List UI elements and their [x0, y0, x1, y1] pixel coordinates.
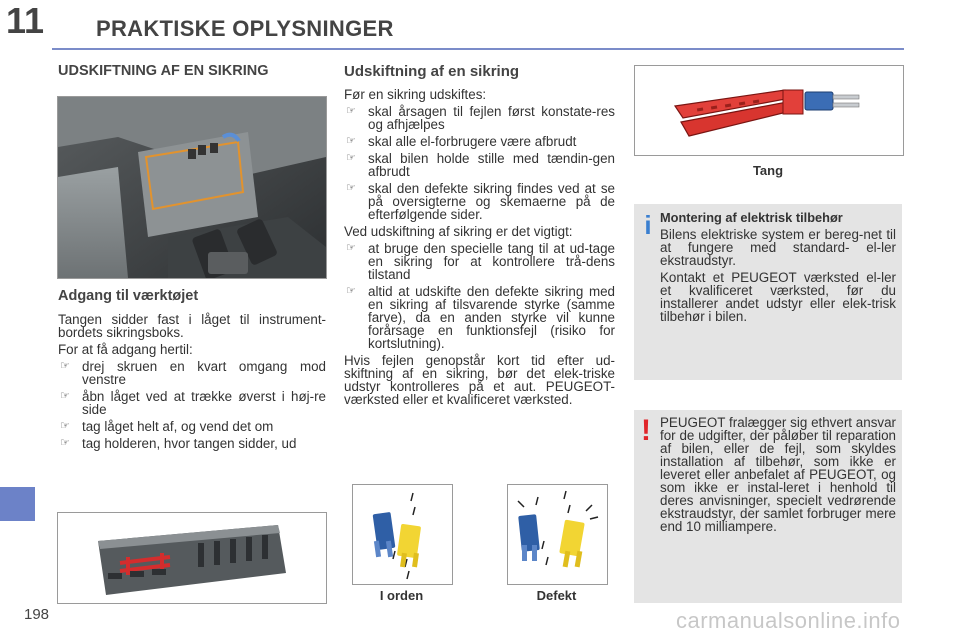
pointing-hand-icon: ☞ [346, 152, 356, 164]
pointing-hand-icon: ☞ [346, 135, 356, 147]
tool-holder-photo [57, 512, 327, 604]
middle-body [344, 88, 615, 410]
caption-tang: Tang [752, 163, 784, 178]
list-item: ☞ tag låget helt af, og vend det om [60, 419, 274, 434]
info-title: Montering af elektrisk tilbehør [660, 210, 843, 225]
middle-bullet-list-2 [344, 242, 615, 350]
fuse-defect-image [508, 485, 607, 584]
header-rule [52, 48, 904, 50]
caption-defect: Defekt [536, 588, 577, 603]
middle-heading: Udskiftning af en sikring [344, 63, 520, 80]
page-number: 198 [24, 606, 50, 623]
pliers-photo [634, 65, 904, 156]
middle-intro-2: Ved udskiftning af sikring er det vigtigt: [344, 224, 573, 239]
chapter-side-tab [0, 487, 35, 521]
chapter-title: PRAKTISKE OPLYSNINGER [96, 16, 394, 41]
pliers-illustration [635, 66, 903, 155]
list-item: ☞ skal alle el-forbrugere være afbrudt [346, 134, 577, 149]
fuse-defect-illustration [507, 484, 608, 585]
pointing-hand-icon: ☞ [60, 360, 70, 372]
list-item: ☞ skal den defekte sikring findes ved at se på oversigterne og skemaerne på de efterfølgende sider. [346, 181, 615, 222]
watermark: carmanualsonline.info [676, 608, 901, 633]
pointing-hand-icon: ☞ [60, 390, 70, 402]
middle-bullet-list-1 [344, 105, 615, 221]
info-body [660, 228, 896, 327]
left-bullet-list [58, 360, 326, 450]
list-item: ☞ at bruge den specielle tang til at ud-tage en sikring for at kontrollere trå-dens tilstand [346, 241, 615, 282]
warning-box [634, 410, 902, 603]
warning-text: PEUGEOT fralægger sig ethvert ansvar for de udgifter, der påløber til reparation af bilen, eller de fejl, som skyldes installation af tilbehør, som ikke er leveret eller anbefalet af PEUGEOT, og som ikke er instal-leret i henhold til deres anvisninger, specielt vedrørende ekstraudstyr, der samlet forbruger mere end 10 milliampere. [660, 415, 896, 534]
dashboard-photo [57, 96, 327, 279]
middle-closing: Hvis fejlen genopstår kort tid efter ud-skiftning af en sikring, bør det elek-triske udstyr kontrolleres på et aut. PEUGEOT-værksted eller et kvalificeret værksted. [344, 353, 615, 407]
pointing-hand-icon: ☞ [60, 437, 70, 449]
fuse-ok-image [353, 485, 452, 584]
fuse-ok-illustration [352, 484, 453, 585]
info-paragraph-2: Kontakt et PEUGEOT værksted el-ler et kvalificeret værksted, før du installerer andet udstyr eller elek-trisk tilbehør i bilen. [660, 270, 896, 324]
tool-holder-illustration [58, 513, 326, 603]
pointing-hand-icon: ☞ [346, 242, 356, 254]
left-body [58, 313, 326, 454]
pointing-hand-icon: ☞ [346, 285, 356, 297]
subheading-tool-access: Adgang til værktøjet [58, 288, 199, 304]
list-item: ☞ altid at udskifte den defekte sikring med en sikring af tilsvarende styrke (samme farve), da en anden styrke vil kunne forårsage en funktionsfejl (risiko for kortslutning). [346, 284, 615, 351]
info-box [634, 204, 902, 380]
pointing-hand-icon: ☞ [346, 182, 356, 194]
left-intro-2: For at få adgang hertil: [58, 342, 193, 357]
list-item: ☞ skal bilen holde stille med tændin-gen afbrudt [346, 151, 615, 179]
info-icon: i [644, 210, 652, 240]
warning-icon: ! [641, 414, 651, 447]
info-paragraph-1: Bilens elektriske system er bereg-net til at fungere med standard- el-ler ekstraudstyr. [660, 227, 896, 268]
middle-intro: Før en sikring udskiftes: [344, 87, 487, 102]
pointing-hand-icon: ☞ [346, 105, 356, 117]
list-item: ☞ drej skruen en kvart omgang mod venstre [60, 359, 326, 387]
list-item: ☞ skal årsagen til fejlen først konstate-res og afhjælpes [346, 104, 615, 132]
caption-ok: I orden [379, 588, 424, 603]
pointing-hand-icon: ☞ [60, 420, 70, 432]
chapter-number: 11 [6, 0, 45, 41]
dashboard-illustration [58, 97, 326, 278]
left-intro-1: Tangen sidder fast i låget til instrument-bordets sikringsboks. [58, 312, 326, 340]
list-item: ☞ åbn låget ved at trække øverst i høj-re side [60, 389, 326, 417]
list-item: ☞ tag holderen, hvor tangen sidder, ud [60, 436, 297, 451]
section-title: UDSKIFTNING AF EN SIKRING [58, 63, 269, 79]
